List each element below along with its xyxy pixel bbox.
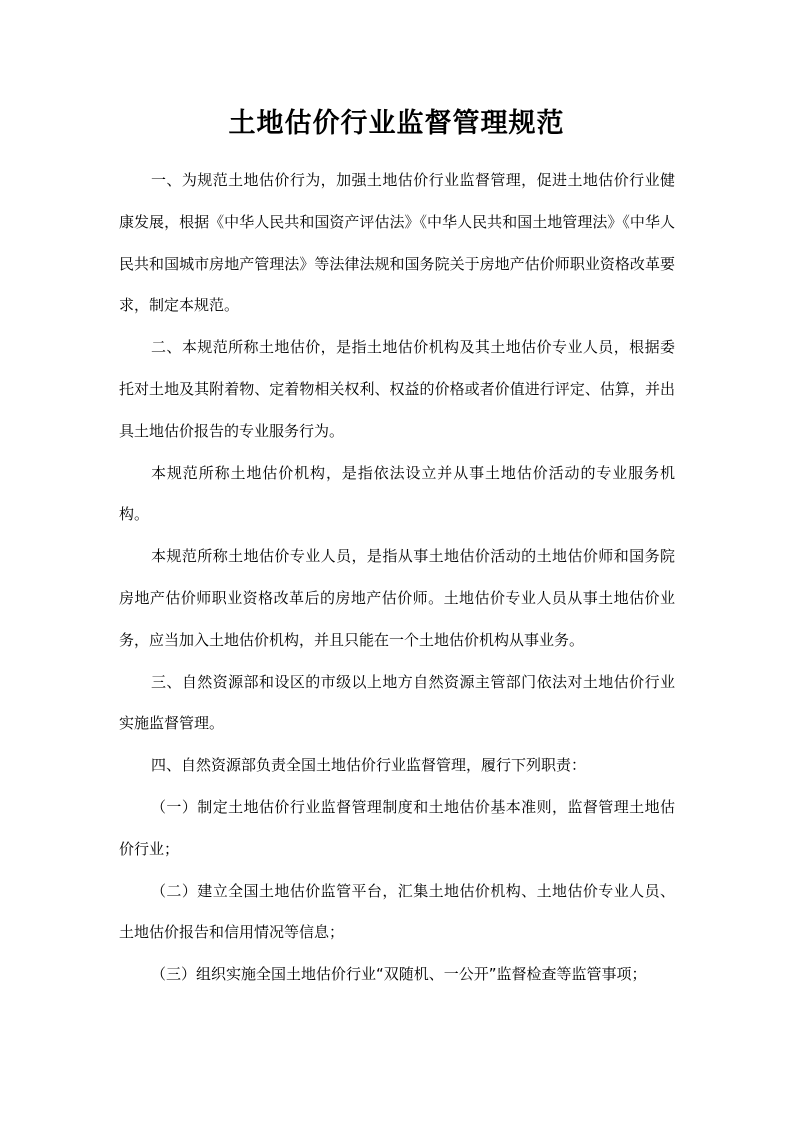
paragraph: （二）建立全国土地估价监管平台，汇集土地估价机构、土地估价专业人员、土地估价报告和信用情况等信息；	[119, 881, 675, 942]
paragraph: （一）制定土地估价行业监督管理制度和土地估价基本准则，监督管理土地估价行业；	[119, 797, 675, 858]
document-body	[119, 160, 675, 996]
paragraph: 一、为规范土地估价行为，加强土地估价行业监督管理，促进土地估价行业健康发展，根据《中华人民共和国资产评估法》《中华人民共和国土地管理法》《中华人民共和国城市房地产管理法》等法律法规和国务院关于房地产估价师职业资格改革要求，制定本规范。	[119, 171, 675, 315]
paragraph: 二、本规范所称土地估价，是指土地估价机构及其土地估价专业人员，根据委托对土地及其附着物、定着物相关权利、权益的价格或者价值进行评定、估算，并出具土地估价报告的专业服务行为。	[119, 338, 675, 440]
paragraph: （三）组织实施全国土地估价行业“双随机、一公开”监督检查等监管事项；	[151, 965, 647, 984]
document-title: 土地估价行业监督管理规范	[228, 108, 565, 139]
paragraph: 三、自然资源部和设区的市级以上地方自然资源主管部门依法对土地估价行业实施监督管理。	[119, 672, 675, 733]
paragraph: 本规范所称土地估价专业人员，是指从事土地估价活动的土地估价师和国务院房地产估价师职业资格改革后的房地产估价师。土地估价专业人员从事土地估价业务，应当加入土地估价机构，并且只能在一个土地估价机构从事业务。	[119, 547, 675, 649]
paragraph: 四、自然资源部负责全国土地估价行业监督管理，履行下列职责：	[151, 756, 587, 775]
paragraph: 本规范所称土地估价机构，是指依法设立并从事土地估价活动的专业服务机构。	[119, 463, 675, 524]
